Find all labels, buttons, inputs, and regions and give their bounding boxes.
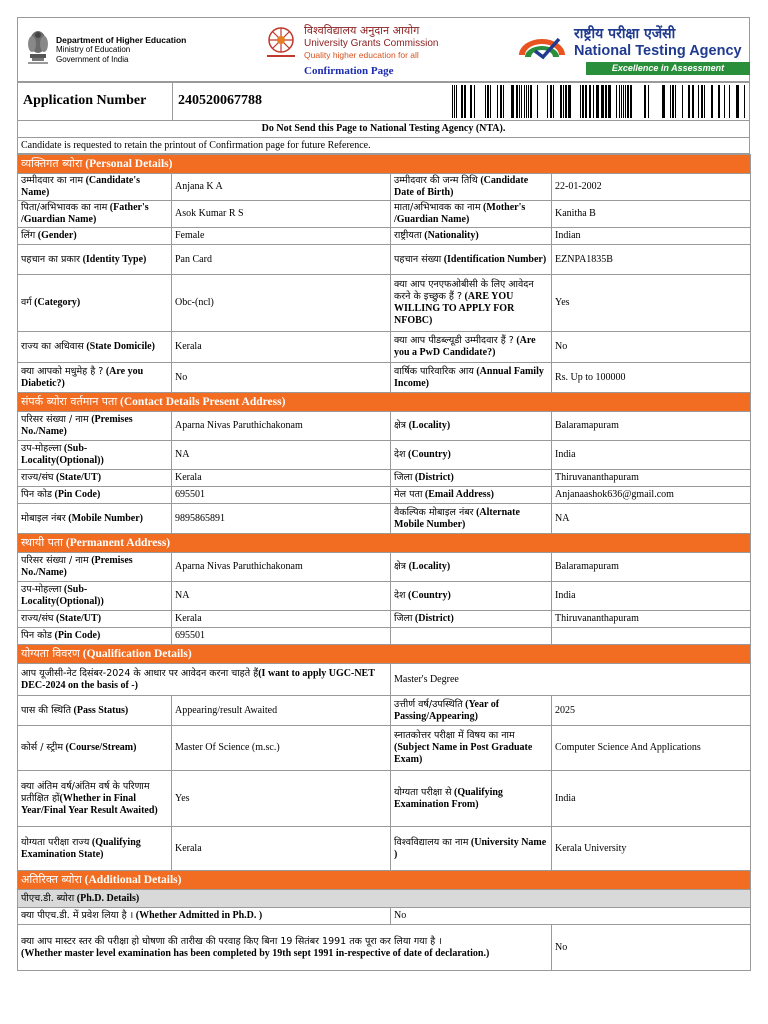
- ugc-block: [261, 24, 461, 68]
- field-value: No: [552, 925, 751, 971]
- field-value: India: [552, 441, 751, 470]
- ministry-line-3: Government of India: [56, 55, 129, 64]
- field-label: उम्मीदवार का नाम (Candidate's Name): [18, 174, 172, 201]
- field-label: मोबाइल नंबर (Mobile Number): [18, 504, 172, 534]
- ugc-logo-icon: [261, 26, 301, 60]
- barcode-icon: [450, 85, 748, 118]
- section-title: (Additional Details): [84, 874, 182, 886]
- table-row: [18, 487, 751, 504]
- field-value: Aparna Nivas Paruthichakonam: [172, 412, 391, 441]
- ugc-tagline: Quality higher education for all: [304, 50, 419, 60]
- table-row: [18, 664, 751, 696]
- section-title: (Permanent Address): [65, 537, 171, 549]
- field-value: 22-01-2002: [552, 174, 751, 201]
- field-value: Yes: [552, 275, 751, 332]
- field-label: पहचान का प्रकार (Identity Type): [18, 245, 172, 275]
- section-title: (Personal Details): [85, 158, 173, 170]
- field-label: क्या आप एनएफओबीसी के लिए आवेदन करने के इच्छुक हैं ? (ARE YOU WILLING TO APPLY FOR NFOBC): [391, 275, 552, 332]
- field-label: देश (Country): [391, 441, 552, 470]
- field-label: पिन कोड (Pin Code): [18, 628, 172, 645]
- field-label: जिला (District): [391, 470, 552, 487]
- application-number-value: 240520067788: [178, 93, 262, 108]
- table-row: [18, 174, 751, 201]
- email-value: Anjanaashok636@gmail.com: [552, 487, 751, 504]
- field-value: Rs. Up to 100000: [552, 363, 751, 393]
- field-value: NA: [172, 441, 391, 470]
- field-value: Asok Kumar R S: [172, 201, 391, 228]
- table-row: [18, 332, 751, 363]
- field-label: योग्यता परीक्षा से (Qualifying Examination From): [391, 771, 552, 827]
- field-value: Master Of Science (m.sc.): [172, 726, 391, 771]
- application-number-label: Application Number: [23, 93, 147, 108]
- field-label: क्या आप पीडब्ल्यूडी उम्मीदवार हैं ? (Are you a PwD Candidate?): [391, 332, 552, 363]
- table-row: [18, 363, 751, 393]
- field-value: Kerala: [172, 332, 391, 363]
- divider: [172, 83, 173, 120]
- field-value: 695501: [172, 628, 391, 645]
- field-value: Anjana K A: [172, 174, 391, 201]
- field-value: Indian: [552, 228, 751, 245]
- field-value: India: [552, 582, 751, 611]
- field-label: स्नातकोत्तर परीक्षा में विषय का नाम (Subject Name in Post Graduate Exam): [391, 726, 552, 771]
- table-row: [18, 412, 751, 441]
- do-not-send-notice: Do Not Send this Page to National Testing Agency (NTA).: [17, 121, 750, 138]
- table-row: [18, 925, 751, 971]
- field-value: Appearing/result Awaited: [172, 696, 391, 726]
- ugc-english-name: University Grants Commission: [304, 38, 439, 49]
- section-permanent-address: [18, 534, 751, 553]
- field-value: Master's Degree: [391, 664, 751, 696]
- section-qualification-details: [18, 645, 751, 664]
- table-row: [18, 553, 751, 582]
- section-personal-details: [18, 155, 751, 174]
- table-row: [18, 611, 751, 628]
- nta-tagline: Excellence in Assessment: [586, 62, 750, 75]
- nta-block: [515, 26, 749, 80]
- table-row: [18, 470, 751, 487]
- field-label: कोर्स / स्ट्रीम (Course/Stream): [18, 726, 172, 771]
- national-emblem-icon: [24, 28, 52, 66]
- field-label: पिन कोड (Pin Code): [18, 487, 172, 504]
- field-value: 695501: [172, 487, 391, 504]
- section-title-hindi: स्थायी पता: [21, 536, 64, 549]
- ministry-line-1: Department of Higher Education: [56, 35, 187, 45]
- page-title: Confirmation Page: [304, 65, 394, 77]
- section-contact-details: [18, 393, 751, 412]
- field-label: वार्षिक पारिवारिक आय (Annual Family Income): [391, 363, 552, 393]
- table-row: [18, 228, 751, 245]
- field-label: परिसर संख्या / नाम (Premises No./Name): [18, 553, 172, 582]
- field-label: योग्यता परीक्षा राज्य (Qualifying Examination State): [18, 827, 172, 871]
- nta-logo-icon: [515, 33, 569, 69]
- section-title-hindi: संपर्क ब्योरा वर्तमान पता: [21, 395, 118, 408]
- field-label: मेल पता (Email Address): [391, 487, 552, 504]
- field-label: उप-मोहल्ला (Sub-Locality(Optional)): [18, 582, 172, 611]
- table-row: [18, 908, 751, 925]
- field-value: [552, 628, 751, 645]
- field-label: विश्वविद्यालय का नाम (University Name ): [391, 827, 552, 871]
- field-value: EZNPA1835B: [552, 245, 751, 275]
- field-label: परिसर संख्या / नाम (Premises No./Name): [18, 412, 172, 441]
- field-value: Aparna Nivas Paruthichakonam: [172, 553, 391, 582]
- section-additional-details: [18, 871, 751, 890]
- field-value: Kerala: [172, 611, 391, 628]
- table-row: [18, 504, 751, 534]
- field-label: क्षेत्र (Locality): [391, 553, 552, 582]
- field-label: [391, 628, 552, 645]
- field-label: राज्य का अधिवास (State Domicile): [18, 332, 172, 363]
- table-row: [18, 441, 751, 470]
- field-value: NA: [552, 504, 751, 534]
- nta-english-name: National Testing Agency: [574, 43, 742, 59]
- field-label: पहचान संख्या (Identification Number): [391, 245, 552, 275]
- field-label: क्या अंतिम वर्ष/अंतिम वर्ष के परिणाम प्रतीक्षित हों(Whether in Final Year/Final Year Result Awaited): [18, 771, 172, 827]
- field-value: Thiruvananthapuram: [552, 470, 751, 487]
- table-row: [18, 726, 751, 771]
- field-label: क्या आपको मधुमेह है ? (Are you Diabetic?): [18, 363, 172, 393]
- field-value: Obc-(ncl): [172, 275, 391, 332]
- page-header: [17, 17, 750, 82]
- ugc-hindi-name: विश्वविद्यालय अनुदान आयोग: [304, 24, 420, 37]
- field-label: क्या आप मास्टर स्तर की परीक्षा हो घोषणा की तारीख की परवाह किए बिना 19 सितंबर 1991 तक पूरा कर लिया गया है । (Whether master level examination has been completed by 19th sept 1991 in-respective of date of declaration.): [18, 925, 552, 971]
- field-value: Female: [172, 228, 391, 245]
- field-value: Balaramapuram: [552, 412, 751, 441]
- field-value: 2025: [552, 696, 751, 726]
- section-title-hindi: व्यक्तिगत ब्योरा: [21, 157, 83, 170]
- table-row: [18, 245, 751, 275]
- ministry-line-2: Ministry of Education: [56, 45, 131, 54]
- field-label: राज्य/संघ (State/UT): [18, 611, 172, 628]
- field-label: माता/अभिभावक का नाम (Mother's /Guardian Name): [391, 201, 552, 228]
- phd-details-header: पीएच.डी. ब्योरा (Ph.D. Details): [18, 890, 751, 908]
- section-title: (Qualification Details): [82, 648, 192, 660]
- section-title-hindi: योग्यता विवरण: [21, 647, 80, 660]
- field-label: क्या पीएच.डी. में प्रवेश लिया है । (Whether Admitted in Ph.D. ): [18, 908, 391, 925]
- field-value: Kanitha B: [552, 201, 751, 228]
- field-label: जिला (District): [391, 611, 552, 628]
- field-value: 9895865891: [172, 504, 391, 534]
- table-row: [18, 628, 751, 645]
- field-value: No: [172, 363, 391, 393]
- nta-hindi-name: राष्ट्रीय परीक्षा एजेंसी: [574, 26, 676, 42]
- field-label: आप यूजीसी-नेट दिसंबर-2024 के आधार पर आवेदन करना चाहते हैं(I want to apply UGC-NET DEC-2024 on the basis of -): [18, 664, 391, 696]
- table-row: [18, 582, 751, 611]
- field-label: उम्मीदवार की जन्म तिथि (Candidate Date of Birth): [391, 174, 552, 201]
- field-value: Kerala: [172, 470, 391, 487]
- field-label: उत्तीर्ण वर्ष/उपस्थिति (Year of Passing/Appearing): [391, 696, 552, 726]
- field-label: देश (Country): [391, 582, 552, 611]
- field-label: पिता/अभिभावक का नाम (Father's /Guardian Name): [18, 201, 172, 228]
- field-value: NA: [172, 582, 391, 611]
- field-label: उप-मोहल्ला (Sub-Locality(Optional)): [18, 441, 172, 470]
- field-label: पास की स्थिति (Pass Status): [18, 696, 172, 726]
- table-row: [18, 201, 751, 228]
- field-value: Kerala University: [552, 827, 751, 871]
- field-value: No: [391, 908, 751, 925]
- ministry-block: [24, 28, 224, 72]
- details-table: [17, 154, 751, 971]
- section-title-hindi: अतिरिक्त ब्योरा: [21, 873, 82, 886]
- section-title: (Contact Details Present Address): [120, 396, 286, 408]
- field-label: वैकल्पिक मोबाइल नंबर (Alternate Mobile Number): [391, 504, 552, 534]
- field-label: राष्ट्रीयता (Nationality): [391, 228, 552, 245]
- field-label: लिंग (Gender): [18, 228, 172, 245]
- field-label: वर्ग (Category): [18, 275, 172, 332]
- field-value: Yes: [172, 771, 391, 827]
- table-row: [18, 275, 751, 332]
- table-row: [18, 827, 751, 871]
- ministry-text: [56, 35, 186, 65]
- field-value: No: [552, 332, 751, 363]
- retain-printout-note: Candidate is requested to retain the printout of Confirmation page for future Reference.: [17, 138, 750, 154]
- field-value: Balaramapuram: [552, 553, 751, 582]
- application-number-row: [17, 82, 750, 121]
- table-row: [18, 771, 751, 827]
- field-value: Thiruvananthapuram: [552, 611, 751, 628]
- field-value: Pan Card: [172, 245, 391, 275]
- field-label: राज्य/संघ (State/UT): [18, 470, 172, 487]
- field-label: क्षेत्र (Locality): [391, 412, 552, 441]
- table-row: [18, 696, 751, 726]
- field-value: India: [552, 771, 751, 827]
- field-value: Computer Science And Applications: [552, 726, 751, 771]
- field-value: Kerala: [172, 827, 391, 871]
